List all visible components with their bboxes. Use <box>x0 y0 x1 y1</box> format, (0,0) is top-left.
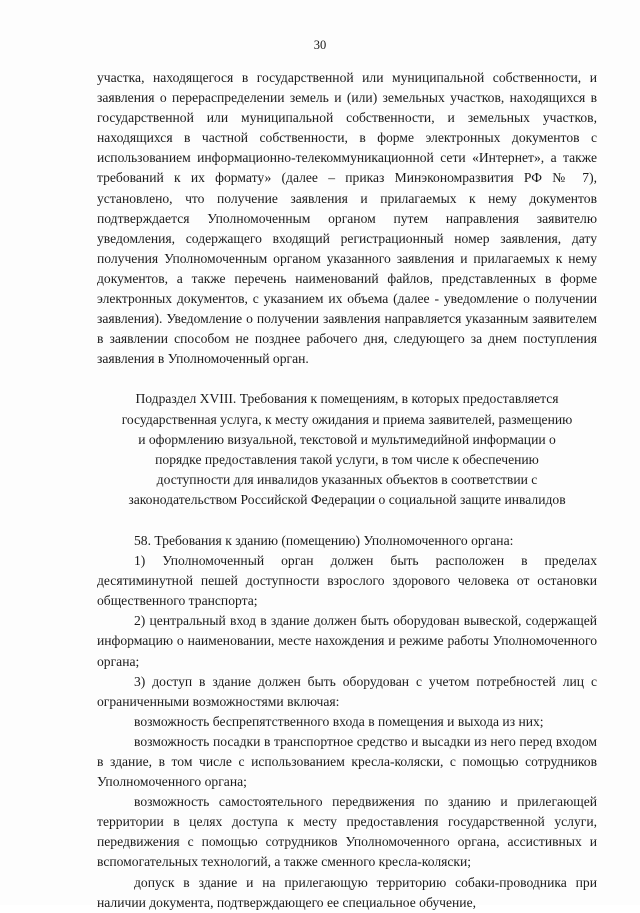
document-body <box>97 68 597 913</box>
item-58-title: 58. Требования к зданию (помещению) Уполномоченного органа: <box>134 532 514 548</box>
intro-paragraph: участка, находящегося в государственной или муниципальной собственности, и заявления о перераспределении земель и (или) земельных участков, находящихся в государственной или муниципальной собственности, и земельных участков, находящихся в частной собственности, в форме электронных документов с использованием информационно-телекоммуникационной сети «Интернет», а также требований к их формату» (далее – приказ Минэкономразвития РФ № 7), установлено, что получение заявления и прилагаемых к нему документов подтверждается Уполномоченным органом путем направления заявителю уведомления, содержащего входящий регистрационный номер заявления, дату получения Уполномоченным органом указанного заявления и прилагаемых к нему документов, а также перечень наименований файлов, представленных в форме электронных документов, с указанием их объема (далее - уведомление о получении заявления). Уведомление о получении заявления направляется указанным заявителем в заявлении способом не позднее рабочего дня, следующего за днем поступления заявления в Уполномоченный орган. <box>97 70 597 367</box>
heading-line: Подраздел XVIII. Требования к помещениям, в которых предоставляется <box>135 391 559 407</box>
heading-line: государственная услуга, к месту ожидания и приема заявителей, размещению <box>121 411 573 427</box>
item-58-subpoint-4: допуск в здание и на прилегающую территорию собаки-проводника при наличии документа, подтверждающего ее специальное обучение, <box>97 874 597 910</box>
heading-line: законодательством Российской Федерации о социальной защите инвалидов <box>128 491 566 507</box>
heading-line: порядке предоставления такой услуги, в том числе к обеспечению <box>155 451 539 467</box>
item-58-point-1: 1) Уполномоченный орган должен быть расположен в пределах десятиминутной пешей доступности взрослого здорового человека от остановки общественного транспорта; <box>97 553 597 609</box>
item-58-subpoint-3: возможность самостоятельного передвижения по зданию и прилегающей территории в целях доступа к месту предоставления государственной услуги, передвижения с помощью сотрудников Уполномоченного органа, ассистивных и вспомогательных технологий, а также сменного кресла-коляски; <box>97 794 597 870</box>
item-58-subpoint-1: возможность беспрепятственного входа в помещения и выхода из них; <box>134 713 544 729</box>
item-58-point-2: 2) центральный вход в здание должен быть оборудован вывеской, содержащей информацию о наименовании, месте нахождения и режиме работы Уполномоченного органа; <box>97 613 597 669</box>
subsection-heading <box>97 389 597 510</box>
heading-line: и оформлению визуальной, текстовой и мультимедийной информации о <box>138 431 556 447</box>
heading-line: доступности для инвалидов указанных объектов в соответствии с <box>156 471 538 487</box>
item-58-subpoint-2: возможность посадки в транспортное средство и высадки из него перед входом в здание, в том числе с использованием кресла-коляски, с помощью сотрудников Уполномоченного органа; <box>97 733 597 790</box>
page-number: 30 <box>313 38 327 52</box>
item-58-point-3: 3) доступ в здание должен быть оборудован с учетом потребностей лиц с ограниченными возможностями включая: <box>97 673 597 709</box>
